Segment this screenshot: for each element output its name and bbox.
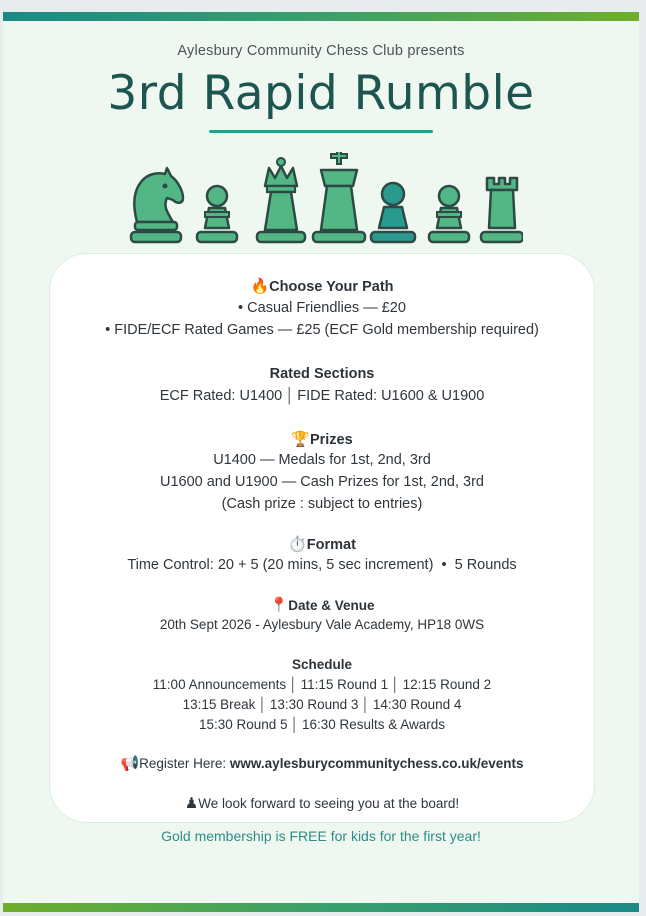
format-heading: Format (306, 537, 356, 553)
choose-heading: Choose Your Path (269, 279, 394, 295)
closing-line (50, 794, 594, 812)
closing-text: We look forward to seeing you at the board! (198, 796, 460, 811)
rated-sections-line (50, 388, 594, 404)
choose-item-casual: • Casual Friendlies — £20 (238, 300, 406, 316)
pawn-icon (197, 186, 237, 242)
choose-item-rated: • FIDE/ECF Rated Games — £25 (ECF Gold membership required) (105, 322, 539, 338)
prizes-heading-line (50, 430, 594, 448)
bottom-accent-bar (3, 903, 639, 912)
details-card (49, 253, 595, 823)
separator: │ (391, 677, 400, 692)
pawn-icon (429, 186, 469, 242)
poster-title: 3rd Rapid Rumble (107, 66, 535, 121)
schedule-row (50, 697, 594, 712)
separator: │ (290, 717, 299, 732)
venue-heading-line (50, 596, 594, 614)
megaphone-icon: 📢 (120, 755, 140, 772)
separator: │ (361, 697, 370, 712)
separator: │ (258, 697, 267, 712)
schedule-item: 14:30 Round 4 (372, 697, 462, 712)
rated-heading: Rated Sections (269, 366, 375, 382)
stopwatch-icon: ⏱️ (288, 536, 307, 553)
rook-icon (481, 178, 523, 242)
register-line (50, 754, 594, 772)
schedule-row (50, 677, 594, 692)
format-line (50, 557, 594, 573)
pawn-icon: ♟ (184, 795, 199, 812)
separator: │ (289, 677, 298, 692)
rounds-count: 5 Rounds (454, 557, 517, 573)
register-label: Register Here: (139, 756, 230, 771)
chess-pieces-row (123, 152, 523, 252)
knight-icon (131, 168, 183, 242)
title-underline (209, 130, 433, 133)
schedule-item: 13:15 Break (182, 697, 256, 712)
schedule-item: 13:30 Round 3 (269, 697, 359, 712)
presenter-line: Aylesbury Community Chess Club presents (177, 43, 465, 59)
separator: │ (285, 388, 295, 404)
fide-rated: FIDE Rated: U1600 & U1900 (297, 388, 485, 404)
top-accent-bar (3, 12, 639, 21)
ecf-rated: ECF Rated: U1400 (159, 388, 283, 404)
prizes-heading: Prizes (309, 432, 353, 448)
pin-icon: 📍 (269, 597, 289, 614)
venue-details: 20th Sept 2026 - Aylesbury Vale Academy, HP18 0WS (159, 617, 485, 632)
bullet-separator: • (441, 557, 447, 573)
trophy-icon: 🏆 (291, 431, 310, 448)
choose-heading-line (50, 277, 594, 295)
fire-icon: 🔥 (250, 278, 270, 295)
schedule-row (50, 717, 594, 732)
pawn-icon (371, 183, 415, 242)
king-icon (313, 152, 365, 242)
schedule-item: 16:30 Results & Awards (301, 717, 446, 732)
prizes-line-1: U1400 — Medals for 1st, 2nd, 3rd (213, 452, 431, 468)
prizes-line-3: (Cash prize : subject to entries) (221, 496, 423, 512)
schedule-item: 11:15 Round 1 (300, 677, 389, 692)
time-control: Time Control: 20 + 5 (20 mins, 5 sec increment) (127, 557, 434, 573)
schedule-item: 15:30 Round 5 (198, 717, 288, 732)
register-link[interactable]: www.aylesburycommunitychess.co.uk/events (229, 756, 524, 771)
venue-heading: Date & Venue (288, 598, 375, 613)
queen-icon (257, 158, 305, 242)
format-heading-line (50, 535, 594, 553)
footer-note: Gold membership is FREE for kids for the first year! (161, 828, 481, 844)
prizes-line-2: U1600 and U1900 — Cash Prizes for 1st, 2nd, 3rd (159, 474, 484, 490)
schedule-item: 11:00 Announcements (152, 677, 287, 692)
schedule-item: 12:15 Round 2 (402, 677, 492, 692)
event-poster (3, 12, 639, 912)
schedule-heading: Schedule (291, 657, 353, 672)
